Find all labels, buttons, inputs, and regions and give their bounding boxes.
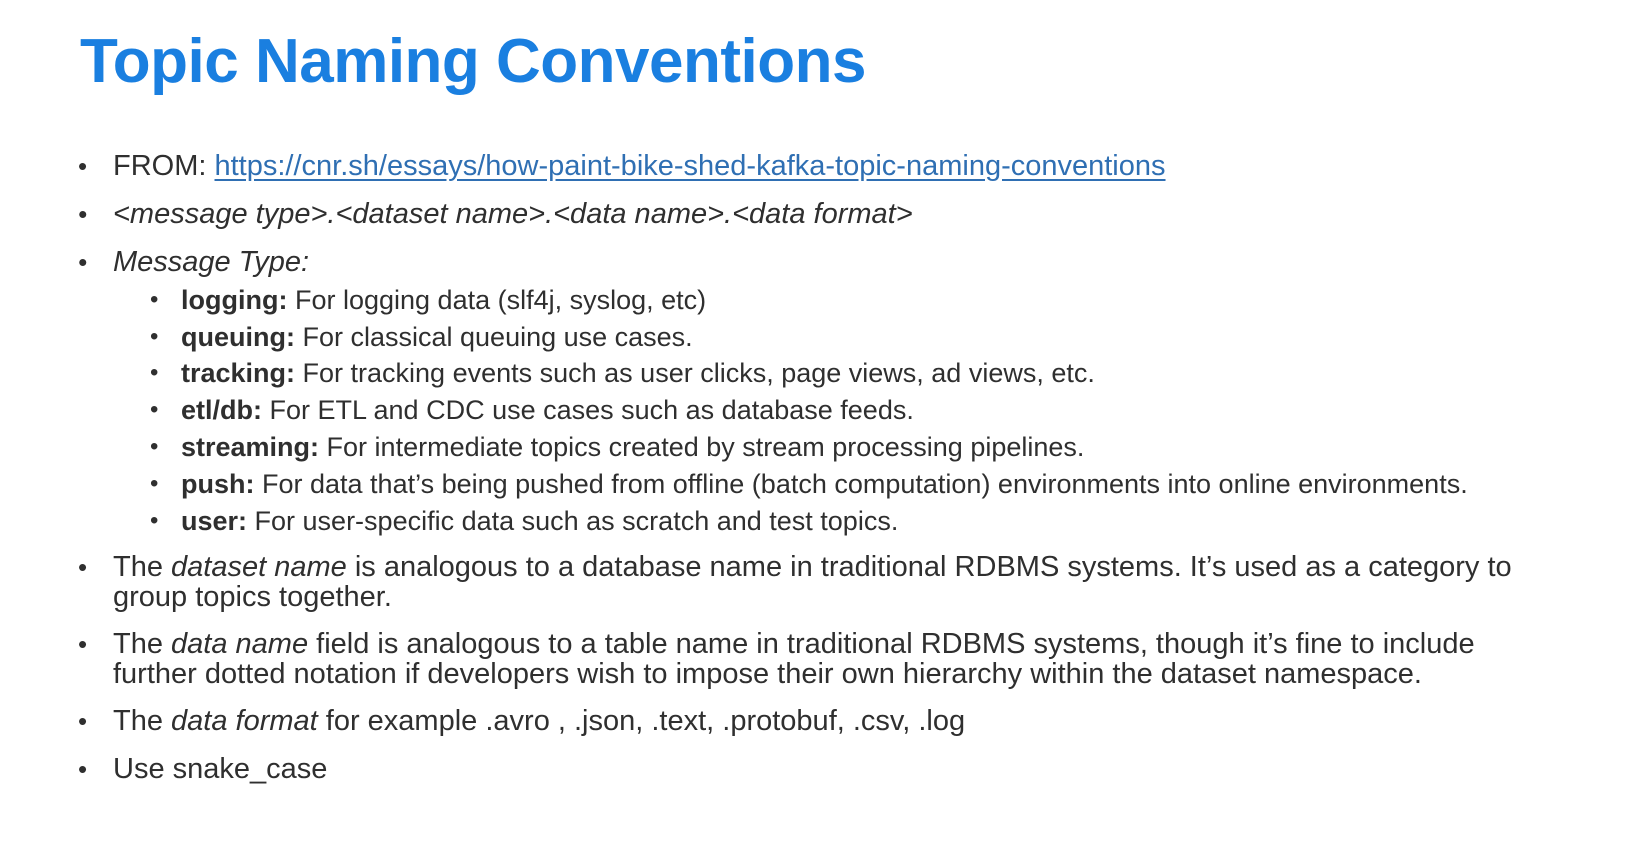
message-type-item xyxy=(181,358,1601,388)
message-type-desc: For logging data (slf4j, syslog, etc) xyxy=(287,285,707,315)
message-type-desc: For tracking events such as user clicks, page views, ad views, etc. xyxy=(295,358,1095,388)
dataname-pre: The xyxy=(113,628,172,660)
message-type-item xyxy=(181,506,1601,536)
dataset-pre: The xyxy=(113,551,172,583)
from-label: FROM: xyxy=(113,150,215,182)
message-type-desc: For intermediate topics created by stream processing pipelines. xyxy=(319,432,1085,462)
bullet-snake-case: • Use snake_case xyxy=(113,754,1553,784)
bullet-data-format xyxy=(113,706,1553,736)
message-type-term: user: xyxy=(181,506,248,536)
message-type-term: queuing: xyxy=(181,322,295,352)
bullet-from xyxy=(113,151,1553,181)
message-type-desc: For ETL and CDC use cases such as database feeds. xyxy=(262,395,914,425)
message-type-item xyxy=(181,469,1601,499)
slide-title: Topic Naming Conventions xyxy=(80,27,866,96)
source-link[interactable]: https://cnr.sh/essays/how-paint-bike-shed-kafka-topic-naming-conventions xyxy=(214,150,1166,182)
bullet-dataset-name xyxy=(113,552,1553,612)
dataname-em: data name xyxy=(171,628,309,660)
bullet-message-type: • Message Type: xyxy=(113,247,1553,277)
message-type-item xyxy=(181,395,1601,425)
message-type-desc: For data that’s being pushed from offline (batch computation) environments into online environments. xyxy=(254,469,1468,499)
message-type-item xyxy=(181,322,1601,352)
dataname-post: field is analogous to a table name in traditional RDBMS systems, though it’s fine to include further dotted notation if developers wish to impose their own hierarchy within the dataset namespace. xyxy=(113,628,1475,690)
dataset-em: dataset name xyxy=(171,551,347,583)
dataset-post: is analogous to a database name in traditional RDBMS systems. It’s used as a category to group topics together. xyxy=(113,551,1512,613)
message-type-desc: For classical queuing use cases. xyxy=(294,322,693,352)
message-type-term: logging: xyxy=(181,285,288,315)
message-type-term: etl/db: xyxy=(181,395,262,425)
message-type-desc: For user-specific data such as scratch and test topics. xyxy=(247,506,899,536)
message-type-term: streaming: xyxy=(181,432,320,462)
message-type-term: tracking: xyxy=(181,358,296,388)
message-type-item xyxy=(181,432,1601,462)
bullet-data-name xyxy=(113,629,1553,689)
dataformat-pre: The xyxy=(113,705,172,737)
message-type-term: push: xyxy=(181,469,255,499)
dataformat-post: for example .avro , .json, .text, .protobuf, .csv, .log xyxy=(317,705,966,737)
message-type-item xyxy=(181,285,1601,315)
bullet-pattern: • <message type>.<dataset name>.<data name>.<data format> xyxy=(113,199,1553,229)
dataformat-em: data format xyxy=(171,705,318,737)
